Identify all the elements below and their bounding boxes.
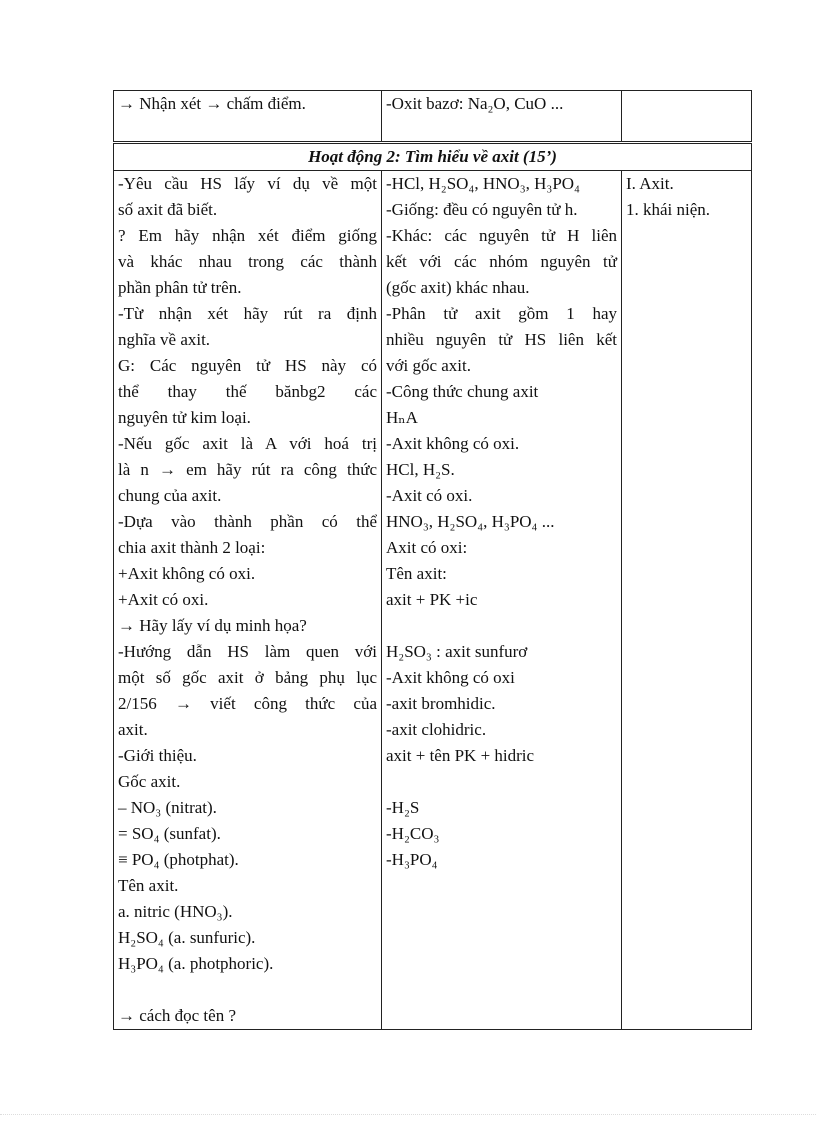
text-line: -HCl, H₂SO₄, HNO₃, H₃PO₄ (386, 174, 580, 193)
text-line: → cách đọc tên ? (118, 1006, 236, 1025)
text-line: -H₃PO₄ (386, 850, 438, 869)
section-header-row (114, 143, 752, 171)
text-line: -Dựa vào thành phần có thể (118, 512, 377, 531)
text-line: -axit clohidric. (386, 720, 487, 739)
text-line: HNO₃, H₂SO₄, H₃PO₄ ... (386, 512, 555, 531)
table-row (114, 171, 752, 1030)
text-line: -Khác: các nguyên tử H liên (386, 226, 617, 245)
student-activity-cell (382, 171, 622, 1030)
text-line: -Từ nhận xét hãy rút ra định (118, 304, 377, 323)
text-line: = SO₄ (sunfat). (118, 824, 221, 843)
text-line: -Yêu cầu HS lấy ví dụ về một (118, 174, 377, 193)
text-line: 1. khái niện. (626, 200, 711, 219)
text-line: nghĩa về axit. (118, 330, 211, 349)
text-line: -Axit không có oxi. (386, 434, 520, 453)
text-line: chia axit thành 2 loại: (118, 538, 266, 557)
text-line: I. Axit. (626, 174, 674, 193)
text-line: HₙA (386, 408, 418, 427)
text-line: -Giống: đều có nguyên tử h. (386, 200, 578, 219)
text-line: axit. (118, 720, 148, 739)
text-line: H₂SO₄ (a. sunfuric). (118, 928, 256, 947)
text-line: H₂SO₃ : axit sunfurơ (386, 642, 528, 661)
text-line: -axit bromhidic. (386, 694, 496, 713)
text-line: a. nitric (HNO₃). (118, 902, 233, 921)
teacher-activity-cell (114, 171, 382, 1030)
text-line: nguyên tử kim loại. (118, 408, 251, 427)
text-line (626, 91, 747, 117)
text-line: -H₂CO₃ (386, 824, 440, 843)
student-activity-cell (382, 91, 622, 143)
text-line: -Axit không có oxi (386, 668, 515, 687)
content-cell (622, 171, 752, 1030)
text-line: thể thay thế bănbg2 các (118, 382, 377, 401)
text-line: phần phân tử trên. (118, 278, 242, 297)
text-line: một số gốc axit ở bảng phụ lục (118, 668, 377, 687)
text-line: (gốc axit) khác nhau. (386, 278, 530, 297)
text-line: -Oxit bazơ: Na₂O, CuO ... (386, 94, 564, 113)
teacher-activity-cell (114, 91, 382, 143)
text-line: số axit đã biết. (118, 200, 218, 219)
content-cell (622, 91, 752, 143)
text-line: +Axit không có oxi. (118, 564, 256, 583)
text-line: Axit có oxi: (386, 538, 468, 557)
text-line: 2/156 → viết công thức của (118, 694, 377, 713)
text-line: với gốc axit. (386, 356, 471, 375)
text-line (386, 613, 617, 639)
text-line: HCl, H₂S. (386, 460, 455, 479)
text-line: kết với các nhóm nguyên tử (386, 252, 617, 271)
text-line: axit + tên PK + hidric (386, 746, 535, 765)
text-line: -Hướng dẫn HS làm quen với (118, 642, 377, 661)
text-line: nhiều nguyên tử HS liên kết (386, 330, 617, 349)
text-line: → Nhận xét → chấm điểm. (118, 94, 306, 113)
text-line: -Phân tử axit gồm 1 hay (386, 304, 617, 323)
text-line: ? Em hãy nhận xét điểm giống (118, 226, 377, 245)
text-line: axit + PK +ic (386, 590, 478, 609)
text-line (118, 977, 377, 1003)
lesson-plan-table (113, 90, 752, 1030)
text-line: – NO₃ (nitrat). (118, 798, 217, 817)
text-line: -Axit có oxi. (386, 486, 473, 505)
text-line: là n → em hãy rút ra công thức (118, 460, 377, 479)
text-line: -Giới thiệu. (118, 746, 197, 765)
text-line: -Công thức chung axit (386, 382, 539, 401)
text-line: -Nếu gốc axit là A với hoá trị (118, 434, 377, 453)
text-line (386, 769, 617, 795)
text-line: Gốc axit. (118, 772, 181, 791)
table-row (114, 91, 752, 143)
text-line: ≡ PO₄ (photphat). (118, 850, 239, 869)
page-edge-divider (0, 1114, 816, 1115)
text-line: Tên axit: (386, 564, 447, 583)
text-line: Tên axit. (118, 876, 179, 895)
text-line: G: Các nguyên tử HS này có (118, 356, 377, 375)
text-line: +Axit có oxi. (118, 590, 209, 609)
text-line: và khác nhau trong các thành (118, 252, 377, 271)
text-line: → Hãy lấy ví dụ minh họa? (118, 616, 307, 635)
text-line: -H₂S (386, 798, 420, 817)
text-line: chung của axit. (118, 486, 222, 505)
section-title: Hoạt động 2: Tìm hiểu về axit (15’) (114, 143, 752, 171)
text-line: H₃PO₄ (a. photphoric). (118, 954, 274, 973)
